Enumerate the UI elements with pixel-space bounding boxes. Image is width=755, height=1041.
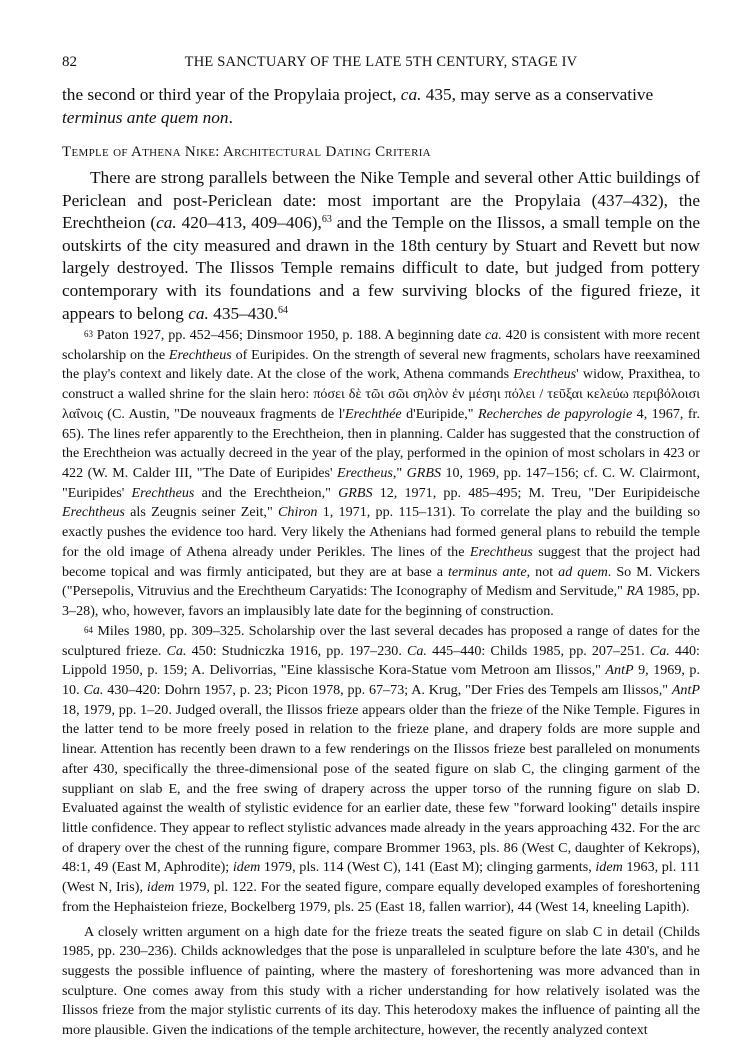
footnotes xyxy=(62,326,700,1041)
section-heading: Temple of Athena Nike: Architectural Dating Criteria xyxy=(62,144,431,160)
intro-paragraph xyxy=(62,84,700,129)
footnote-ref[interactable]: 64 xyxy=(277,304,288,316)
page-number: 82 xyxy=(62,54,77,70)
footnote-63 xyxy=(62,326,700,622)
footnote-text: Paton 1927, pp. 452–456; Dinsmoor 1950, p. 188. A beginning date ca. 420 is consistent with more recent scholarship on the Erechtheus of Euripides. On the strength of several new fragments, scholars have reexamined the play's context and likely date. At the close of the work, Athena commands Erechtheus' widow, Praxithea, to construct a walled shrine for the slain hero: πόσει δὲ τῶι σῶι σηλὸν ἐν μέσηι πόλει / τεῦξαι κελεύω περιβόλοισι λαΐνοις (C. Austin, "De nouveaux fragments de l'Erechthée d'Euripide," Recherches de papyrologie 4, 1967, fr. 65). The lines refer apparently to the Erechtheion, then in planning. Calder has suggested that the construction of the Erechtheion was actually decreed in the year of the play, performed in the opinion of most scholars in 423 or 422 (W. M. Calder III, "The Date of Euripides' Erectheus," GRBS 10, 1969, pp. 147–156; cf. C. W. Clairmont, "Euripides' Erechtheus and the Erechtheion," GRBS 12, 1971, pp. 485–495; M. Treu, "Der Euripideische Erechtheus als Zeugnis seiner Zeit," Chiron 1, 1971, pp. 115–131). To correlate the play and the building so exactly pushes the evidence too hard. Very likely the Athenians had formed general plans to rebuild the temple for the old image of Athena already under Perikles. The lines of the Erechtheus suggest that the project had become topical and was firmly anticipated, but they are at base a terminus ante, not ad quem. So M. Vickers ("Persepolis, Vitruvius and the Erechtheum Caryatids: The Iconography of Medism and Servitude," RA 1985, pp. 3–28), who, however, favors an implausibly late date for the beginning of construction. xyxy=(62,327,701,620)
intro-text: the second or third year of the Propylaia project, ca. 435, may serve as a conservative terminus ante quem non. xyxy=(62,85,654,127)
footnote-64 xyxy=(62,622,700,918)
running-head-title: THE SANCTUARY OF THE LATE 5TH CENTURY, STAGE IV xyxy=(184,54,578,70)
footnote-text: Miles 1980, pp. 309–325. Scholarship over the last several decades has proposed a range of dates for the sculptured frieze. Ca. 450: Studniczka 1916, pp. 197–230. Ca. 445–440: Childs 1985, pp. 207–251. Ca. 440: Lippold 1950, p. 159; A. Delivorrias, "Eine klassische Kora-Statue vom Metroon am Ilissos," AntP 9, 1969, p. 10. Ca. 430–420: Dohrn 1957, p. 23; Picon 1978, pp. 67–73; A. Krug, "Der Fries des Tempels am Ilissos," AntP 18, 1979, pp. 1–20. Judged overall, the Ilissos frieze appears older than the frieze of the Nike Temple. Figures in the latter tend to be more freely posed in relation to the frieze plane, and drapery folds are more supple and linear. Attention has recently been drawn to a few renderings on the Ilissos frieze best paralleled on monuments after 430, specifically the three-dimensional pose of the seated figure on slab C, the clinging garment of the suppliant on slab E, and the free swing of drapery across the upper torso of the running figure on slab D. Evaluated against the wealth of stylistic evidence for an earlier date, these few "forward looking" details inspire little confidence. They appear to reflect stylistic advances made already in the years approaching 432. For the arc of drapery over the chest of the running figure, compare Brommer 1963, pls. 86 (West C, daughter of Kekrops), 48:1, 49 (East M, Aphrodite); idem 1979, pls. 114 (West C), 141 (East M); clinging garments, idem 1963, pl. 111 (West N, Iris), idem 1979, pl. 122. For the seated figure, compare equally developed examples of foreshortening from the Hephaisteion frieze, Bockelberg 1979, pls. 25 (East 18, fallen warrior), 44 (West 14, kneeling Lapith). xyxy=(62,622,701,915)
footnote-ref[interactable]: 63 xyxy=(321,214,332,226)
footnote-64-continuation: A closely written argument on a high date for the frieze treats the seated figure on slab C in detail (Childs 1985, pp. 230–236). Childs acknowledges that the pose is unparalleled in sculpture before the late 430's, and he suggests the possible influence of painting, where the mastery of foreshortening was more advanced than in sculpture. One comes away from this study with a richer understanding for how relatively isolated was the Ilissos frieze from the major stylistic currents of its day. This heterodoxy makes the influence of painting all the more plausible. Given the indications of the temple architecture, however, the recently analyzed context xyxy=(62,923,700,1039)
main-paragraph xyxy=(62,167,700,325)
footnote-number: 64 xyxy=(84,624,93,635)
main-text: There are strong parallels between the Nike Temple and several other Attic buildings of Periclean and post-Periclean date: most important are the Propylaia (437–432), the Erechtheion (ca. 420–413, 409–406),$^{63}$ and the Temple on the Ilissos, a small temple on the outskirts of the city measured and drawn in the 18th century by Stuart and Revett but now largely destroyed. The Ilissos Temple remains difficult to date, but judged from pottery contemporary with its foundations and a few surviving blocks of the figured frieze, it appears to belong ca. 435–430.64 xyxy=(62,168,701,323)
footnote-number: 63 xyxy=(84,329,93,339)
running-header xyxy=(62,54,700,74)
